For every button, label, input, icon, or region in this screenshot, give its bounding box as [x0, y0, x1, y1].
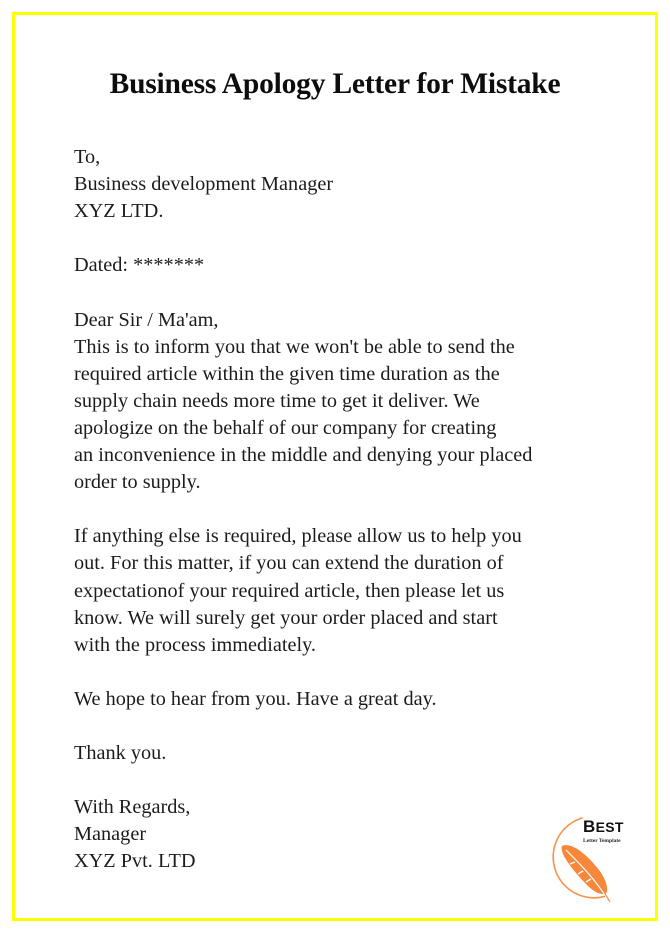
signature-designation: Manager	[74, 823, 147, 846]
paragraph-2-line: know. We will surely get your order placed and start	[74, 606, 498, 629]
recipient-to: To,	[74, 146, 101, 168]
signature-regards: With Regards,	[74, 796, 191, 819]
recipient-designation: Business development Manager	[74, 173, 334, 196]
paragraph-1-line: required article within the given time duration as the	[74, 362, 500, 385]
paragraph-2-line: If anything else is required, please allow us to help you	[74, 525, 522, 548]
spacer	[74, 767, 634, 794]
salutation: Dear Sir / Ma'am,	[74, 308, 219, 331]
logo-brand-text: BEST	[583, 817, 624, 836]
paragraph-1-line: This is to inform you that we won't be able to send the	[74, 335, 515, 358]
spacer	[74, 659, 634, 686]
dated-line: Dated: *******	[74, 254, 205, 277]
spacer	[74, 713, 634, 740]
paragraph-1-line: apologize on the behalf of our company for creating	[74, 416, 497, 439]
recipient-company: XYZ LTD.	[74, 200, 164, 223]
letter-body	[74, 144, 634, 876]
thanks-line: Thank you.	[74, 742, 167, 765]
spacer	[74, 496, 634, 523]
letter-title: Business Apology Letter for Mistake	[109, 68, 561, 100]
signature-company: XYZ Pvt. LTD	[74, 850, 196, 873]
paragraph-1-line: an inconvenience in the middle and denying your placed	[74, 444, 533, 467]
paragraph-1-line: order to supply.	[74, 471, 201, 494]
paragraph-1-line: supply chain needs more time to get it deliver. We	[74, 389, 480, 412]
spacer	[74, 279, 634, 306]
paragraph-2-line: with the process immediately.	[74, 633, 316, 656]
best-letter-template-logo	[540, 812, 650, 908]
paragraph-2-line: out. For this matter, if you can extend the duration of	[74, 552, 504, 575]
closing-line: We hope to hear from you. Have a great day.	[74, 687, 437, 710]
paragraph-2-line: expectationof your required article, then please let us	[74, 579, 505, 602]
logo-subtitle: Letter Template	[583, 838, 621, 844]
spacer	[74, 225, 634, 252]
